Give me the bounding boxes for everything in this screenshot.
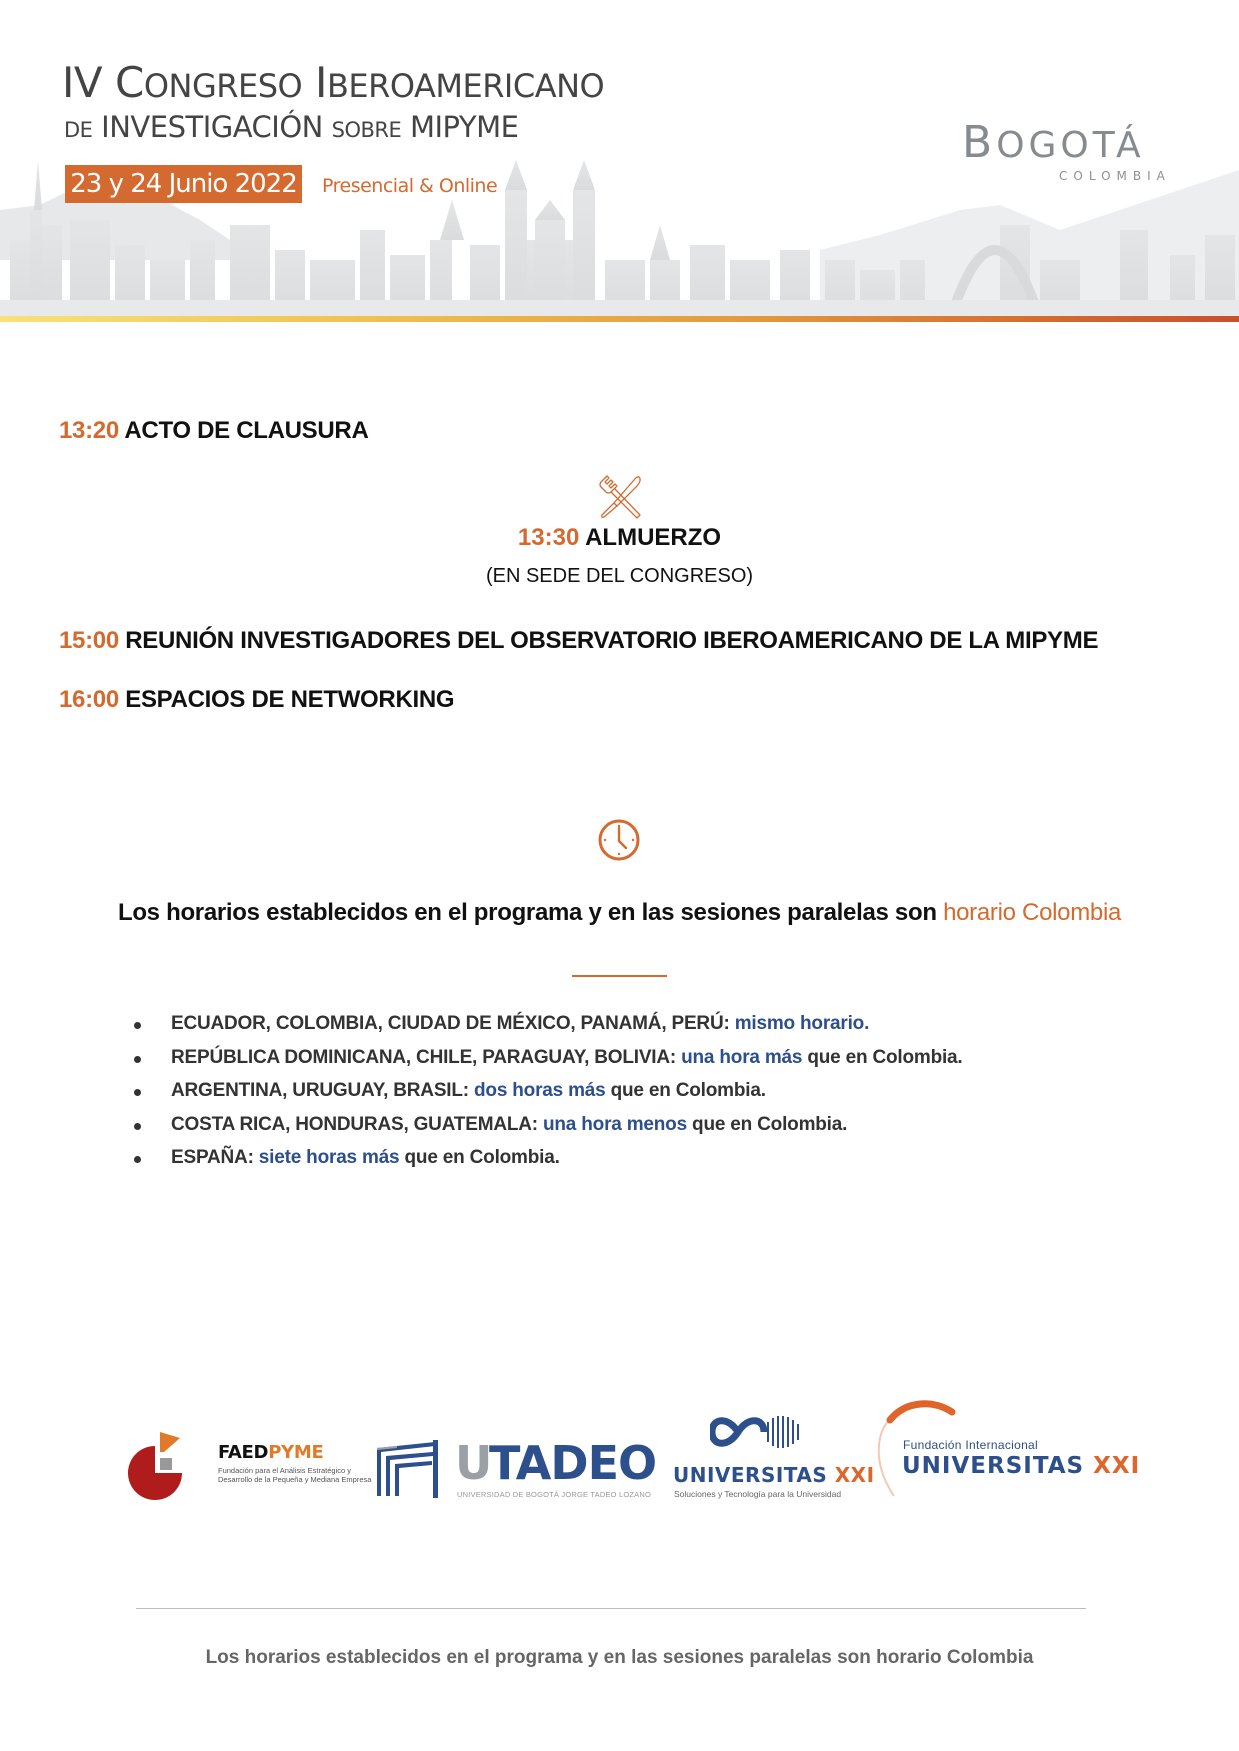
faedpyme-logo xyxy=(128,1432,372,1500)
section-divider xyxy=(572,975,667,977)
universitas-xxi: XXI xyxy=(834,1463,875,1487)
city-initial: B xyxy=(962,117,997,168)
universitas-xxi-logo xyxy=(670,1412,875,1502)
universitas-tagline: Soluciones y Tecnología para la Universidad xyxy=(674,1489,842,1499)
utadeo-emblem-icon xyxy=(377,1440,439,1498)
program-time: 16:00 xyxy=(59,686,119,713)
faedpyme-tagline xyxy=(218,1466,371,1484)
faedpyme-name xyxy=(218,1442,323,1463)
fundacion-prefix: Fundación Internacional xyxy=(903,1438,1038,1452)
title-word: I xyxy=(315,58,327,107)
subtitle-word: DE xyxy=(64,118,93,142)
program-title: ESPACIOS DE NETWORKING xyxy=(125,686,455,713)
countries: ARGENTINA, URUGUAY, BRASIL: xyxy=(171,1080,469,1101)
title-word: IV xyxy=(62,58,103,107)
subtitle-word: INVESTIGACIÓN xyxy=(101,110,323,144)
subtitle-word: SOBRE xyxy=(331,118,402,142)
countries: COSTA RICA, HONDURAS, GUATEMALA: xyxy=(171,1113,538,1135)
bullet-icon xyxy=(134,1156,141,1163)
list-item xyxy=(130,1114,963,1148)
title-word: BEROAMERICANO xyxy=(326,67,605,105)
bullet-icon xyxy=(134,1123,141,1130)
fundacion-xxi: XXI xyxy=(1093,1453,1141,1479)
faedpyme-name-b: PYME xyxy=(268,1442,324,1463)
footer-note: Los horarios establecidos en el programa y en las sesiones paralelas son horario Colombia xyxy=(205,1647,1034,1668)
bullet-icon xyxy=(134,1089,141,1096)
time-offset: una hora menos xyxy=(543,1113,687,1135)
countries: REPÚBLICA DOMINICANA, CHILE, PARAGUAY, BOLIVIA: xyxy=(171,1046,677,1068)
suffix: que en Colombia. xyxy=(610,1080,766,1101)
list-item xyxy=(130,1047,963,1081)
program-time: 15:00 xyxy=(59,627,119,654)
countries: ESPAÑA: xyxy=(171,1147,254,1168)
title-word: C xyxy=(114,58,144,107)
city-logo xyxy=(962,117,1145,168)
city-rest: OGOTÁ xyxy=(996,125,1145,166)
event-date-badge: 23 y 24 Junio 2022 xyxy=(65,165,302,203)
infinity-icon xyxy=(710,1412,810,1452)
program-time: 13:20 xyxy=(59,417,119,444)
footer-divider xyxy=(136,1608,1086,1609)
list-item xyxy=(130,1013,963,1047)
program-title: REUNIÓN INVESTIGADORES DEL OBSERVATORIO IBEROAMERICANO DE LA MIPYME xyxy=(125,627,1099,654)
header-gradient-bar xyxy=(0,316,1239,322)
list-item xyxy=(130,1080,963,1114)
time-offset: dos horas más xyxy=(474,1080,606,1101)
suffix: que en Colombia. xyxy=(692,1113,848,1135)
fundacion-word: UNIVERSITAS xyxy=(902,1453,1085,1479)
utadeo-u: U xyxy=(455,1436,493,1490)
program-item-lunch xyxy=(0,524,1239,552)
universitas-name xyxy=(673,1463,875,1487)
country-label: COLOMBIA xyxy=(1059,169,1171,183)
congress-subtitle xyxy=(64,110,518,144)
event-mode-label: Presencial & Online xyxy=(322,175,498,197)
suffix: que en Colombia. xyxy=(807,1046,963,1068)
tagline-line: Desarrollo de la Pequeña y Mediana Empresa xyxy=(218,1475,372,1484)
utadeo-tagline: UNIVERSIDAD DE BOGOTÁ JORGE TADEO LOZANO xyxy=(457,1490,652,1499)
time-offset: una hora más xyxy=(681,1046,803,1068)
fundacion-name xyxy=(902,1453,1140,1479)
universitas-word: UNIVERSITAS xyxy=(673,1463,828,1487)
program-time: 13:30 xyxy=(517,524,580,551)
program-item-closing xyxy=(59,417,368,445)
suffix: que en Colombia. xyxy=(404,1147,560,1168)
program-title: ACTO DE CLAUSURA xyxy=(124,417,369,444)
bullet-icon xyxy=(134,1022,141,1029)
time-offset: siete horas más xyxy=(258,1147,400,1168)
timezone-list xyxy=(130,1013,963,1181)
list-item xyxy=(130,1147,963,1181)
timezone-note xyxy=(0,899,1239,927)
bullet-icon xyxy=(134,1056,141,1063)
faedpyme-name-a: FAED xyxy=(218,1442,269,1463)
utadeo-logo xyxy=(377,1436,657,1500)
congress-title xyxy=(62,58,604,107)
program-item-networking xyxy=(59,686,454,714)
fundacion-universitas-xxi-logo xyxy=(868,1398,1141,1498)
program-item-meeting xyxy=(59,627,1098,655)
program-title: ALMUERZO xyxy=(585,524,722,551)
faedpyme-pie-icon xyxy=(128,1432,210,1500)
utadeo-name: TADEO xyxy=(489,1436,657,1490)
clock-icon xyxy=(597,818,641,862)
program-subtitle: (EN SEDE DEL CONGRESO) xyxy=(485,565,754,587)
timezone-note-text: Los horarios establecidos en el programa y en las sesiones paralelas son xyxy=(117,899,937,926)
tagline-line: Fundación para el Análisis Estratégico y xyxy=(218,1466,351,1475)
timezone-note-accent: horario Colombia xyxy=(943,899,1122,926)
subtitle-word: MIPYME xyxy=(409,110,519,144)
title-word: ONGRESO xyxy=(143,67,303,105)
countries: ECUADOR, COLOMBIA, CIUDAD DE MÉXICO, PANAMÁ, PERÚ: xyxy=(171,1013,730,1034)
fork-knife-icon xyxy=(597,474,643,520)
header-banner xyxy=(0,0,1239,325)
time-offset: mismo horario. xyxy=(734,1013,870,1034)
